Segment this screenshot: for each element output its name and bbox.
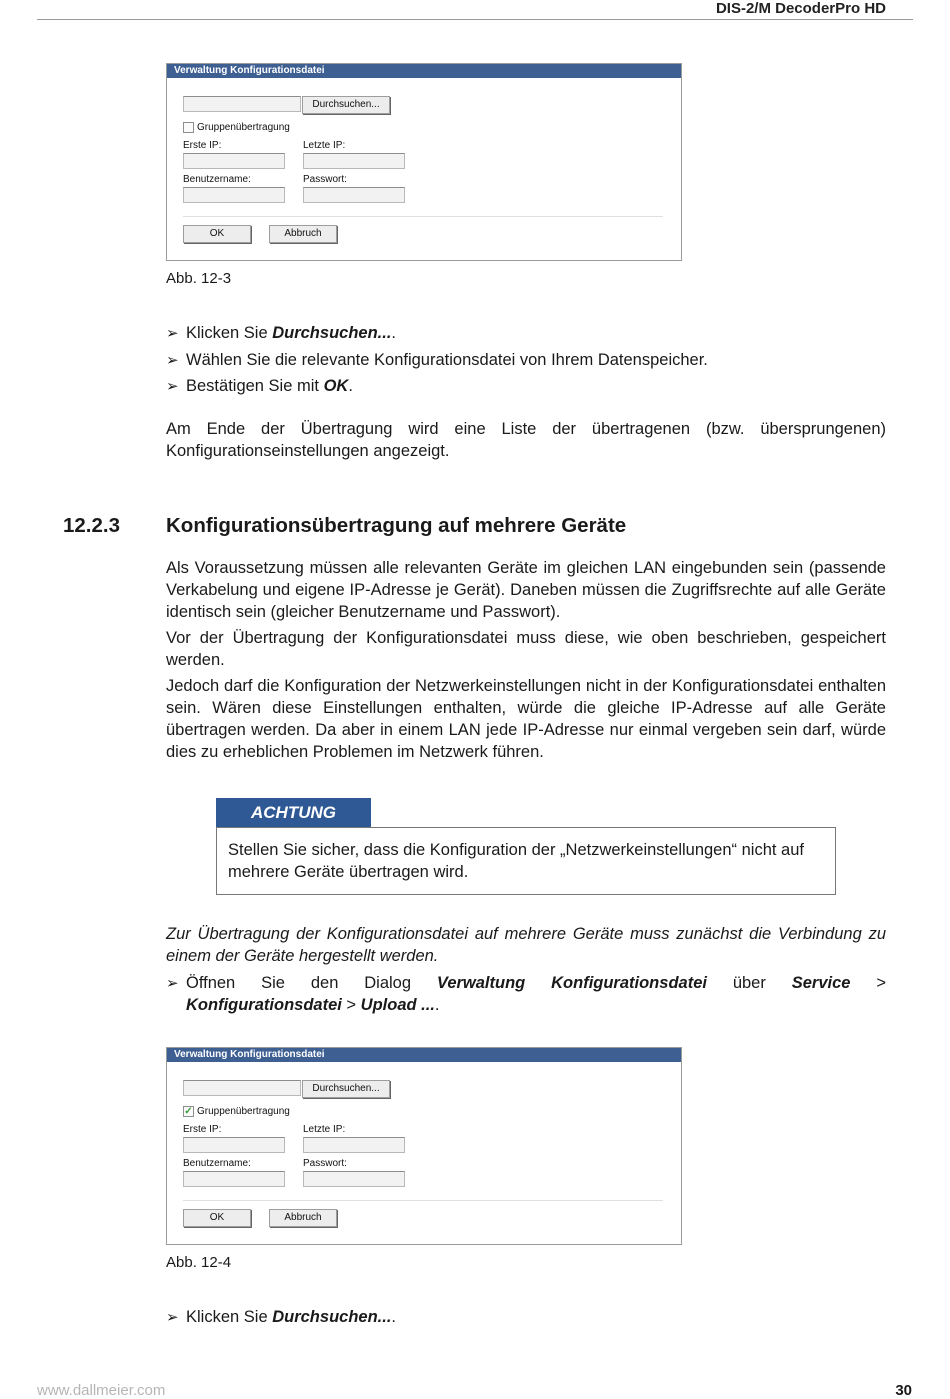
group-transfer-label: Gruppenübertragung [197, 1106, 290, 1117]
arrow-bullet-icon: ➢ [166, 378, 179, 395]
first-ip-label: Erste IP: [183, 1124, 222, 1135]
page-number: 30 [895, 1382, 912, 1399]
step-item: ➢ Bestätigen Sie mit OK. [166, 375, 886, 398]
arrow-bullet-icon: ➢ [166, 1309, 179, 1326]
group-transfer-checkbox[interactable]: ✓ [184, 1106, 193, 1117]
header-rule [37, 19, 913, 20]
username-label: Benutzername: [183, 174, 251, 185]
result-paragraph: Am Ende der Übertragung wird eine Liste der übertragenen (bzw. übersprungenen) Konfigurationseinstellungen angezeigt. [166, 420, 886, 460]
password-input[interactable] [303, 1171, 405, 1187]
browse-button[interactable]: Durchsuchen... [302, 1080, 390, 1098]
figure-caption-2: Abb. 12-4 [166, 1254, 232, 1271]
step-item-continued: Konfigurationsdatei > Upload .... [186, 996, 440, 1014]
config-dialog-1 [166, 63, 682, 261]
first-ip-input[interactable] [183, 1137, 285, 1153]
last-ip-label: Letzte IP: [303, 140, 346, 151]
footer-url[interactable]: www.dallmeier.com [37, 1382, 166, 1399]
italic-note: Zur Übertragung der Konfigurationsdatei auf mehrere Geräte muss zunächst die Verbindung zu einem der Geräte hergestellt werden. [166, 925, 886, 965]
step-item: ➢ Klicken Sie Durchsuchen.... [166, 322, 886, 345]
password-label: Passwort: [303, 1158, 347, 1169]
last-ip-label: Letzte IP: [303, 1124, 346, 1135]
config-dialog-2 [166, 1047, 682, 1245]
paragraph: Vor der Übertragung der Konfigurationsdatei muss diese, wie oben beschrieben, gespeichert werden. [166, 629, 886, 669]
file-path-input[interactable] [183, 1080, 301, 1096]
paragraph: Als Voraussetzung müssen alle relevanten Geräte im gleichen LAN eingebunden sein (passende Verkabelung und eigene IP-Adresse je Gerät). Daneben müssen die Zugriffsrechte auf alle Geräte identisch sein (gleicher Benutzername und Passwort). [166, 559, 886, 621]
group-transfer-checkbox[interactable] [183, 122, 194, 133]
figure-caption-1: Abb. 12-3 [166, 270, 232, 287]
step-item: ➢ Klicken Sie Durchsuchen.... [166, 1306, 886, 1329]
dialog-title: Verwaltung Konfigurationsdatei [167, 64, 681, 78]
arrow-bullet-icon: ➢ [166, 352, 179, 369]
first-ip-label: Erste IP: [183, 140, 222, 151]
username-label: Benutzername: [183, 1158, 251, 1169]
last-ip-input[interactable] [303, 153, 405, 169]
password-label: Passwort: [303, 174, 347, 185]
ok-button[interactable]: OK [183, 225, 251, 243]
dialog-separator [183, 216, 663, 217]
section-title: Konfigurationsübertragung auf mehrere Geräte [166, 514, 627, 537]
cancel-button[interactable]: Abbruch [269, 1209, 337, 1227]
section-number: 12.2.3 [63, 514, 120, 537]
step-item: ➢ Öffnen Sie den Dialog Verwaltung Konfigurationsdatei über Service > [166, 972, 886, 995]
step-item: ➢ Wählen Sie die relevante Konfigurationsdatei von Ihrem Datenspeicher. [166, 349, 886, 372]
warning-text: Stellen Sie sicher, dass die Konfiguration der „Netzwerkeinstellungen“ nicht auf mehrere Geräte übertragen wird. [228, 841, 804, 881]
first-ip-input[interactable] [183, 153, 285, 169]
username-input[interactable] [183, 1171, 285, 1187]
warning-label: ACHTUNG [216, 798, 371, 827]
paragraph: Jedoch darf die Konfiguration der Netzwerkeinstellungen nicht in der Konfigurationsdatei enthalten sein. Wären diese Einstellungen enthalten, würde die gleiche IP-Adresse auf alle Geräte übertragen werden. Da aber in einem LAN jede IP-Adresse nur einmal vergeben sein darf, würde dies zu erheblichen Problemen im Netzwerk führen. [166, 677, 886, 761]
arrow-bullet-icon: ➢ [166, 325, 179, 342]
password-input[interactable] [303, 187, 405, 203]
ok-button[interactable]: OK [183, 1209, 251, 1227]
dialog-separator [183, 1200, 663, 1201]
dialog-title: Verwaltung Konfigurationsdatei [167, 1048, 681, 1062]
file-path-input[interactable] [183, 96, 301, 112]
browse-button[interactable]: Durchsuchen... [302, 96, 390, 114]
arrow-bullet-icon: ➢ [166, 975, 179, 992]
cancel-button[interactable]: Abbruch [269, 225, 337, 243]
group-transfer-label: Gruppenübertragung [197, 122, 290, 133]
last-ip-input[interactable] [303, 1137, 405, 1153]
username-input[interactable] [183, 187, 285, 203]
document-title: DIS-2/M DecoderPro HD [715, 0, 886, 17]
